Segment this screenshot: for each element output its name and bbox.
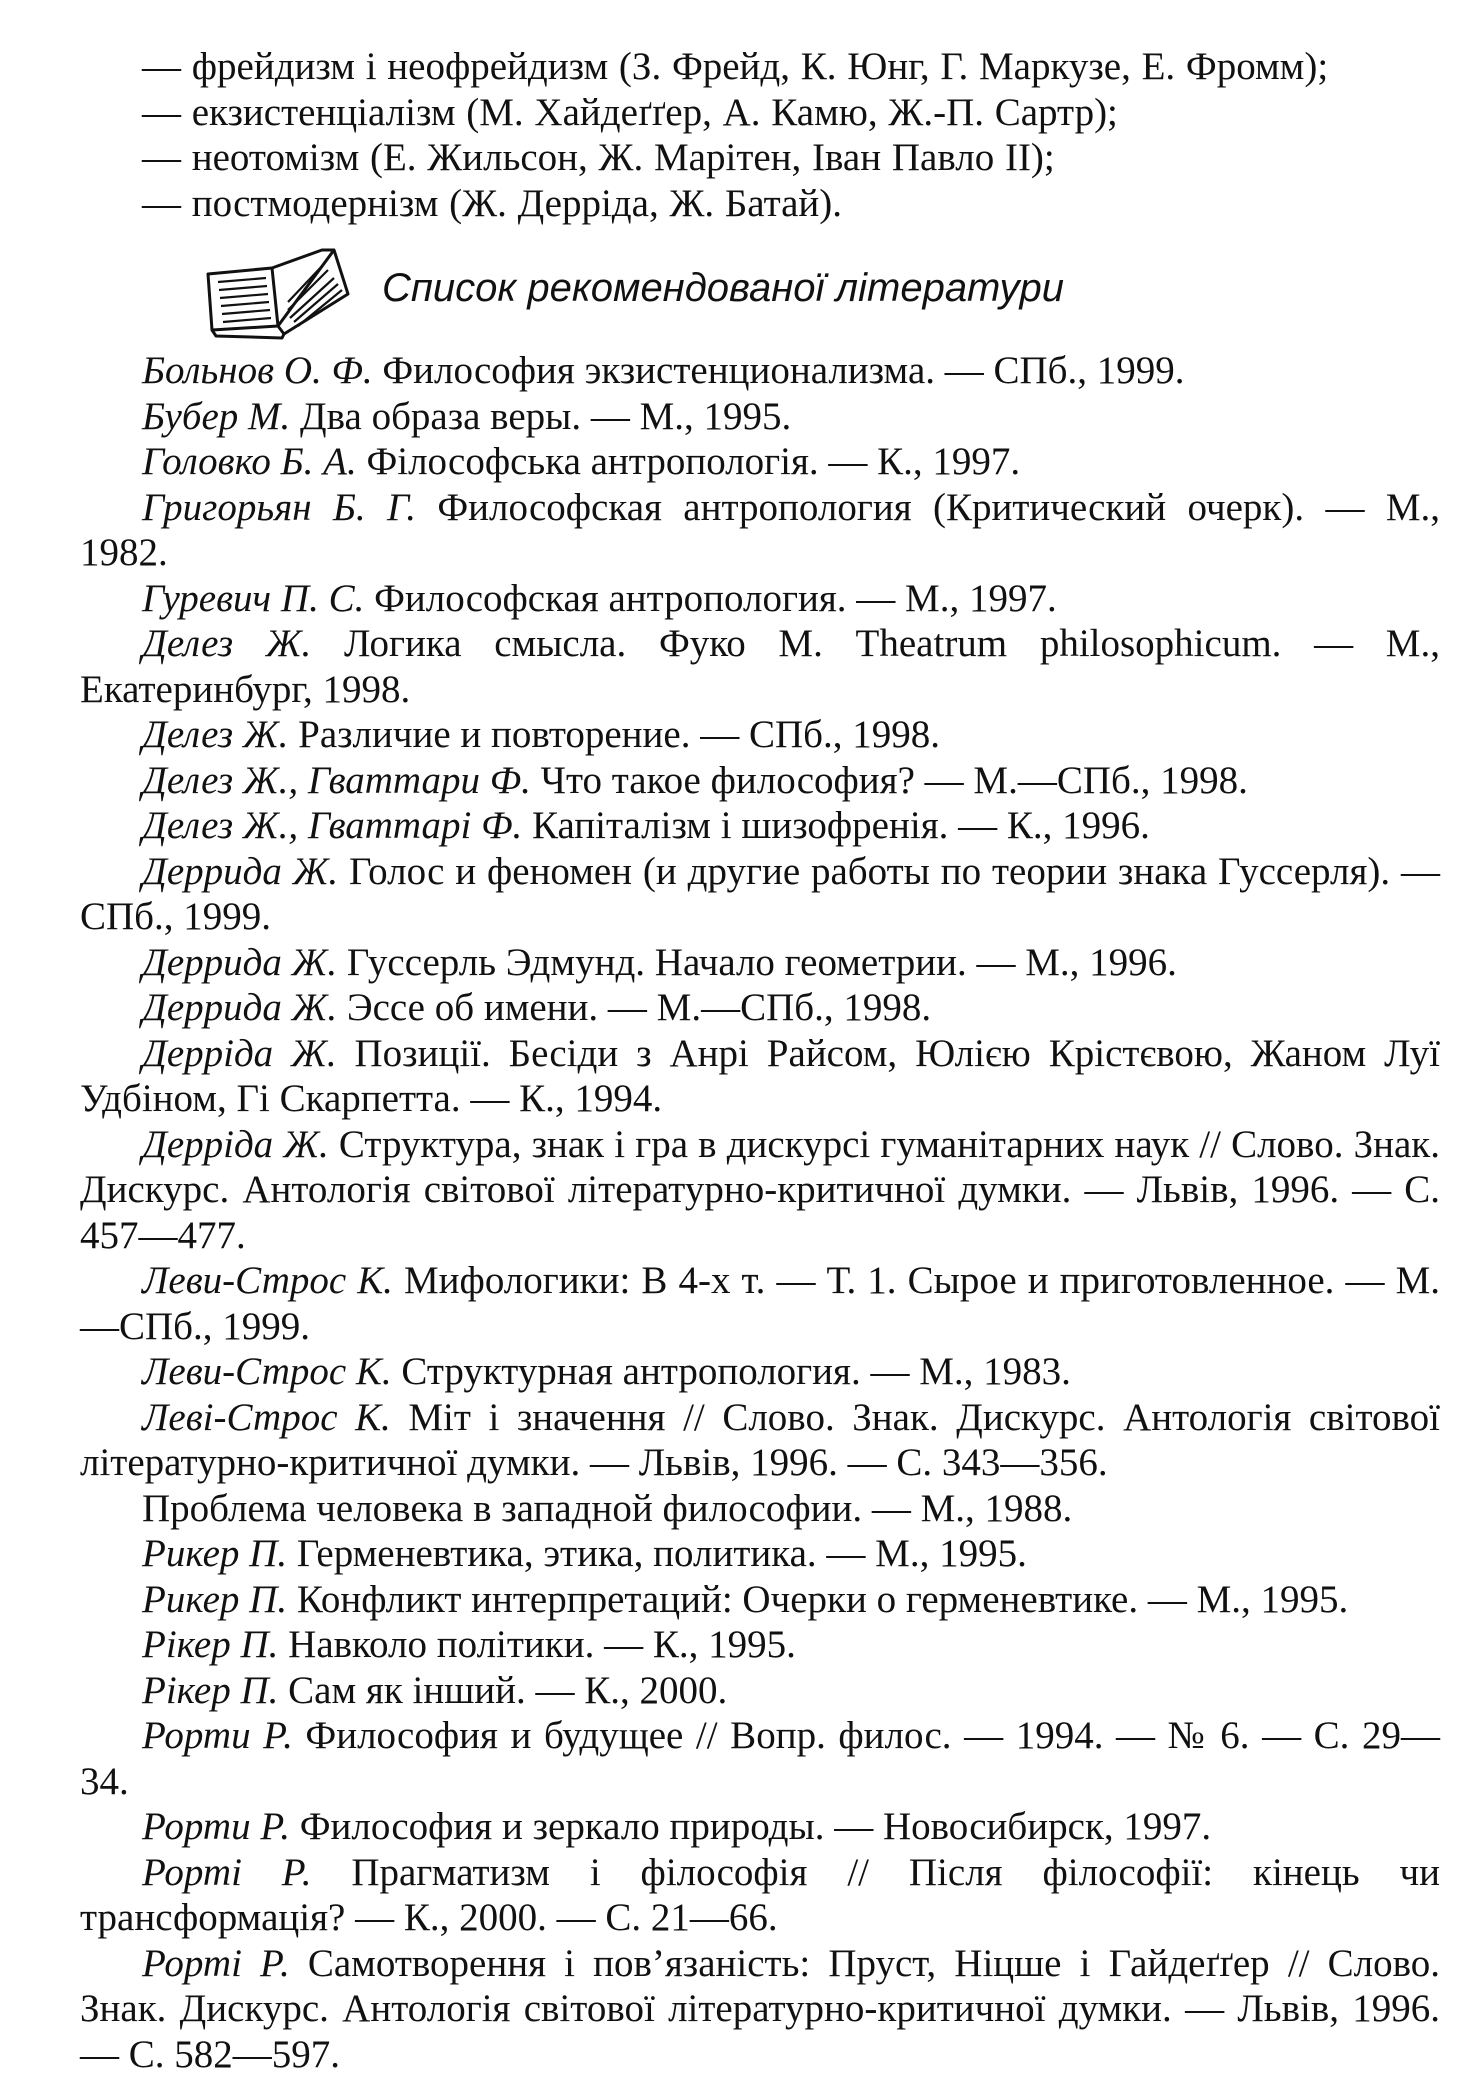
reference-entry — [80, 803, 1440, 849]
reference-text: Структурная антропология. — М., 1983. — [391, 1350, 1071, 1393]
reference-author: Рорти Р. — [142, 1805, 290, 1848]
reference-entry — [80, 1713, 1440, 1804]
intro-item-freudism: — фрейдизм і неофрейдизм (З. Фрейд, К. Юнг, Г. Маркузе, Е. Фромм); — [142, 45, 1329, 88]
reference-entry — [80, 1486, 1440, 1532]
reference-entry — [80, 1941, 1440, 2078]
reference-author: Рікер П. — [142, 1623, 279, 1666]
reference-author: Дерріда Ж. — [142, 1122, 329, 1166]
reference-text: Структура, знак і гра в дискурсі гуманітарних наук // Слово. Знак. Дискурс. Антологія світової літературно-критичної думки. — Львів, 1996. — С. 457—477. — [80, 1122, 1440, 1257]
reference-entry — [80, 576, 1440, 622]
reference-author: Деррида Ж. — [142, 940, 338, 984]
reference-text: Голос и феномен (и другие работы по теории знака Гуссерля). — СПб., 1999. — [80, 849, 1440, 938]
reference-text: Капіталізм і шизофренія. — К., 1996. — [522, 804, 1150, 847]
reference-author: Рікер П. — [142, 1668, 279, 1712]
reference-entry — [80, 758, 1440, 804]
reference-author: Бубер М. — [142, 394, 291, 438]
reference-text: Прагматизм і філософія // Після філософії: кінець чи трансформація? — К., 2000. — С. 21—66. — [80, 1850, 1440, 1939]
reference-entry — [80, 712, 1440, 758]
open-book-icon — [202, 244, 352, 340]
reference-author: Дерріда Ж. — [142, 1031, 337, 1075]
reference-text: Позиції. Бесіди з Анрі Райсом, Юлією Крістєвою, Жаном Луї Удбіном, Гі Скарпетта. — К., 1994. — [80, 1031, 1440, 1120]
reference-text: Міт і значення // Слово. Знак. Дискурс. Антологія світової літературно-критичної думки. — Львів, 1996. — С. 343—356. — [80, 1395, 1441, 1484]
reference-text: Два образа веры. — М., 1995. — [290, 394, 792, 438]
reference-entry — [80, 1577, 1440, 1623]
reference-author: Рикер П. — [142, 1532, 288, 1575]
reference-author: Головко Б. А. — [142, 440, 357, 483]
reference-entry — [80, 1531, 1440, 1577]
reference-author: Больнов О. Ф. — [142, 349, 373, 392]
reference-entry — [80, 1122, 1440, 1259]
reference-author: Рорті Р. — [142, 1850, 312, 1894]
reference-entry — [80, 985, 1440, 1031]
reference-text: Различие и повторение. — СПб., 1998. — [288, 713, 941, 756]
reference-text: Философская антропология. — М., 1997. — [364, 576, 1057, 620]
reference-entry — [80, 1395, 1440, 1486]
intro-item-postmodernism: — постмодернізм (Ж. Дерріда, Ж. Батай). — [142, 181, 843, 225]
reference-author: Делез Ж., Гваттарі Ф. — [142, 804, 523, 847]
reference-text: Мифологики: В 4-х т. — Т. 1. Сырое и приготовленное. — М.—СПб., 1999. — [80, 1259, 1441, 1348]
reference-author: Деррида Ж. — [142, 986, 338, 1029]
reference-author: Рикер П. — [142, 1577, 288, 1621]
intro-item-neothomism: — неотомізм (Е. Жильсон, Ж. Марітен, Іван Павло II); — [142, 136, 1055, 179]
literature-heading-title: Список рекомендованої літератури — [382, 266, 1064, 310]
reference-entry — [80, 1622, 1440, 1668]
reference-text: Эссе об имени. — М.—СПб., 1998. — [337, 986, 932, 1029]
intro-item-existentialism: — екзистенціалізм (М. Хайдеґґер, А. Камю, Ж.-П. Сартр); — [142, 90, 1118, 134]
reference-author: Делез Ж. — [142, 713, 289, 756]
reference-entry — [80, 1258, 1440, 1349]
reference-author: Гуревич П. С. — [142, 576, 365, 620]
reference-text: Философия экзистенционализма. — СПб., 1999. — [372, 349, 1185, 392]
reference-text: Проблема человека в западной философии. — М., 1988. — [142, 1486, 1073, 1530]
reference-entry — [80, 394, 1440, 440]
reference-text: Философия и зеркало природы. — Новосибирск, 1997. — [289, 1805, 1212, 1848]
reference-author: Деррида Ж. — [142, 849, 339, 893]
reference-entry — [80, 439, 1440, 485]
reference-entry — [80, 1349, 1440, 1395]
reference-author: Делез Ж., Гваттари Ф. — [142, 758, 531, 802]
reference-text: Философия и будущее // Вопр. филос. — 1994. — № 6. — С. 29—34. — [80, 1714, 1441, 1803]
reference-text: Гуссерль Эдмунд. Начало геометрии. — М., 1996. — [337, 940, 1177, 984]
reference-text: Самотворення і пов’язаність: Пруст, Ніцше і Гайдеґґер // Слово. Знак. Дискурс. Антологія світової літературно-критичної думки. — Львів, 1996. — С. 582—597. — [80, 1941, 1440, 2076]
reference-text: Герменевтика, этика, политика. — М., 1995. — [287, 1532, 1027, 1575]
reference-text: Конфликт интерпретаций: Очерки о герменевтике. — М., 1995. — [287, 1577, 1349, 1621]
document-page — [80, 44, 1440, 2077]
reference-author: Рорти Р. — [142, 1714, 293, 1757]
reference-text: Навколо політики. — К., 1995. — [278, 1623, 796, 1666]
reference-author: Григорьян Б. Г. — [142, 485, 416, 529]
reference-text: Философская антропология (Критический очерк). — М., 1982. — [80, 485, 1440, 574]
reference-author: Леви-Строс К. — [142, 1259, 393, 1302]
reference-entry — [80, 849, 1440, 940]
reference-entry — [80, 940, 1440, 986]
reference-entry — [80, 1668, 1440, 1714]
reference-author: Делез Ж. — [142, 622, 312, 665]
reference-author: Леві-Строс К. — [142, 1395, 391, 1439]
reference-list — [80, 348, 1440, 2077]
reference-author: Леви-Строс К. — [142, 1350, 392, 1393]
reference-text: Что такое философия? — М.—СПб., 1998. — [530, 758, 1248, 802]
reference-entry — [80, 1850, 1440, 1941]
reference-author: Рорті Р. — [142, 1941, 290, 1985]
reference-entry — [80, 485, 1440, 576]
reference-text: Логика смысла. Фуко М. Theatrum philosophicum. — М., Екатеринбург, 1998. — [80, 622, 1440, 711]
reference-entry — [80, 1804, 1440, 1850]
literature-heading — [80, 240, 1440, 342]
reference-entry — [80, 621, 1440, 712]
reference-text: Сам як інший. — К., 2000. — [278, 1668, 728, 1712]
reference-entry — [80, 348, 1440, 394]
reference-text: Філософська антропологія. — К., 1997. — [356, 440, 1021, 483]
reference-entry — [80, 1031, 1440, 1122]
